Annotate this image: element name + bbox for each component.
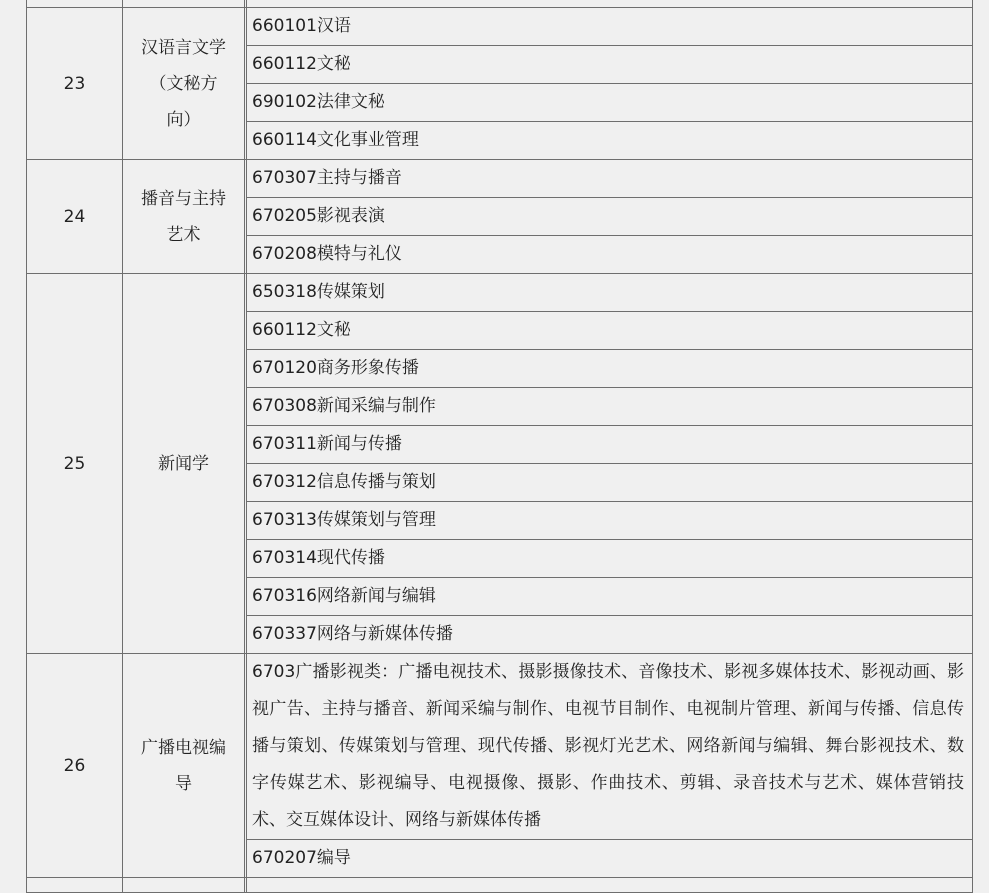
group-name: 广播电视编 导 <box>123 654 245 878</box>
major-cell: 670205影视表演 <box>247 198 973 236</box>
major-cell: 660114文化事业管理 <box>247 122 973 160</box>
major-cell: 670208模特与礼仪 <box>247 236 973 274</box>
major-cell: 670120商务形象传播 <box>247 350 973 388</box>
group-name: 播音与主持 艺术 <box>123 160 245 274</box>
major-cell: 670207编导 <box>247 840 973 878</box>
major-cell: 660112文秘 <box>247 46 973 84</box>
major-cell: 650318传媒策划 <box>247 274 973 312</box>
major-cell: 660112文秘 <box>247 312 973 350</box>
major-cell: 690102法律文秘 <box>247 84 973 122</box>
table-row <box>27 0 973 8</box>
major-cell: 670308新闻采编与制作 <box>247 388 973 426</box>
table-row <box>27 160 973 198</box>
major-cell: 670313传媒策划与管理 <box>247 502 973 540</box>
major-cell: 660101汉语 <box>247 8 973 46</box>
group-number: 25 <box>27 274 123 654</box>
major-cell: 670337网络与新媒体传播 <box>247 616 973 654</box>
major-cell: 670314现代传播 <box>247 540 973 578</box>
major-cell: 670316网络新闻与编辑 <box>247 578 973 616</box>
group-number: 23 <box>27 8 123 160</box>
table-row <box>27 654 973 840</box>
major-cell: 670311新闻与传播 <box>247 426 973 464</box>
group-number: 26 <box>27 654 123 878</box>
major-category-cell: 6703广播影视类：广播电视技术、摄影摄像技术、音像技术、影视多媒体技术、影视动画、影视广告、主持与播音、新闻采编与制作、电视节目制作、电视制片管理、新闻与传播、信息传播与策划、传媒策划与管理、现代传播、影视灯光艺术、网络新闻与编辑、舞台影视技术、数字传媒艺术、影视编导、电视摄像、摄影、作曲技术、剪辑、录音技术与艺术、媒体营销技术、交互媒体设计、网络与新媒体传播 <box>247 654 973 840</box>
major-cell: 670307主持与播音 <box>247 160 973 198</box>
group-number: 24 <box>27 160 123 274</box>
group-name: 汉语言文学 （文秘方 向） <box>123 8 245 160</box>
major-cell: 670312信息传播与策划 <box>247 464 973 502</box>
table-row <box>27 8 973 46</box>
group-name: 新闻学 <box>123 274 245 654</box>
table-row <box>27 878 973 893</box>
table-row <box>27 274 973 312</box>
majors-table <box>26 0 973 893</box>
